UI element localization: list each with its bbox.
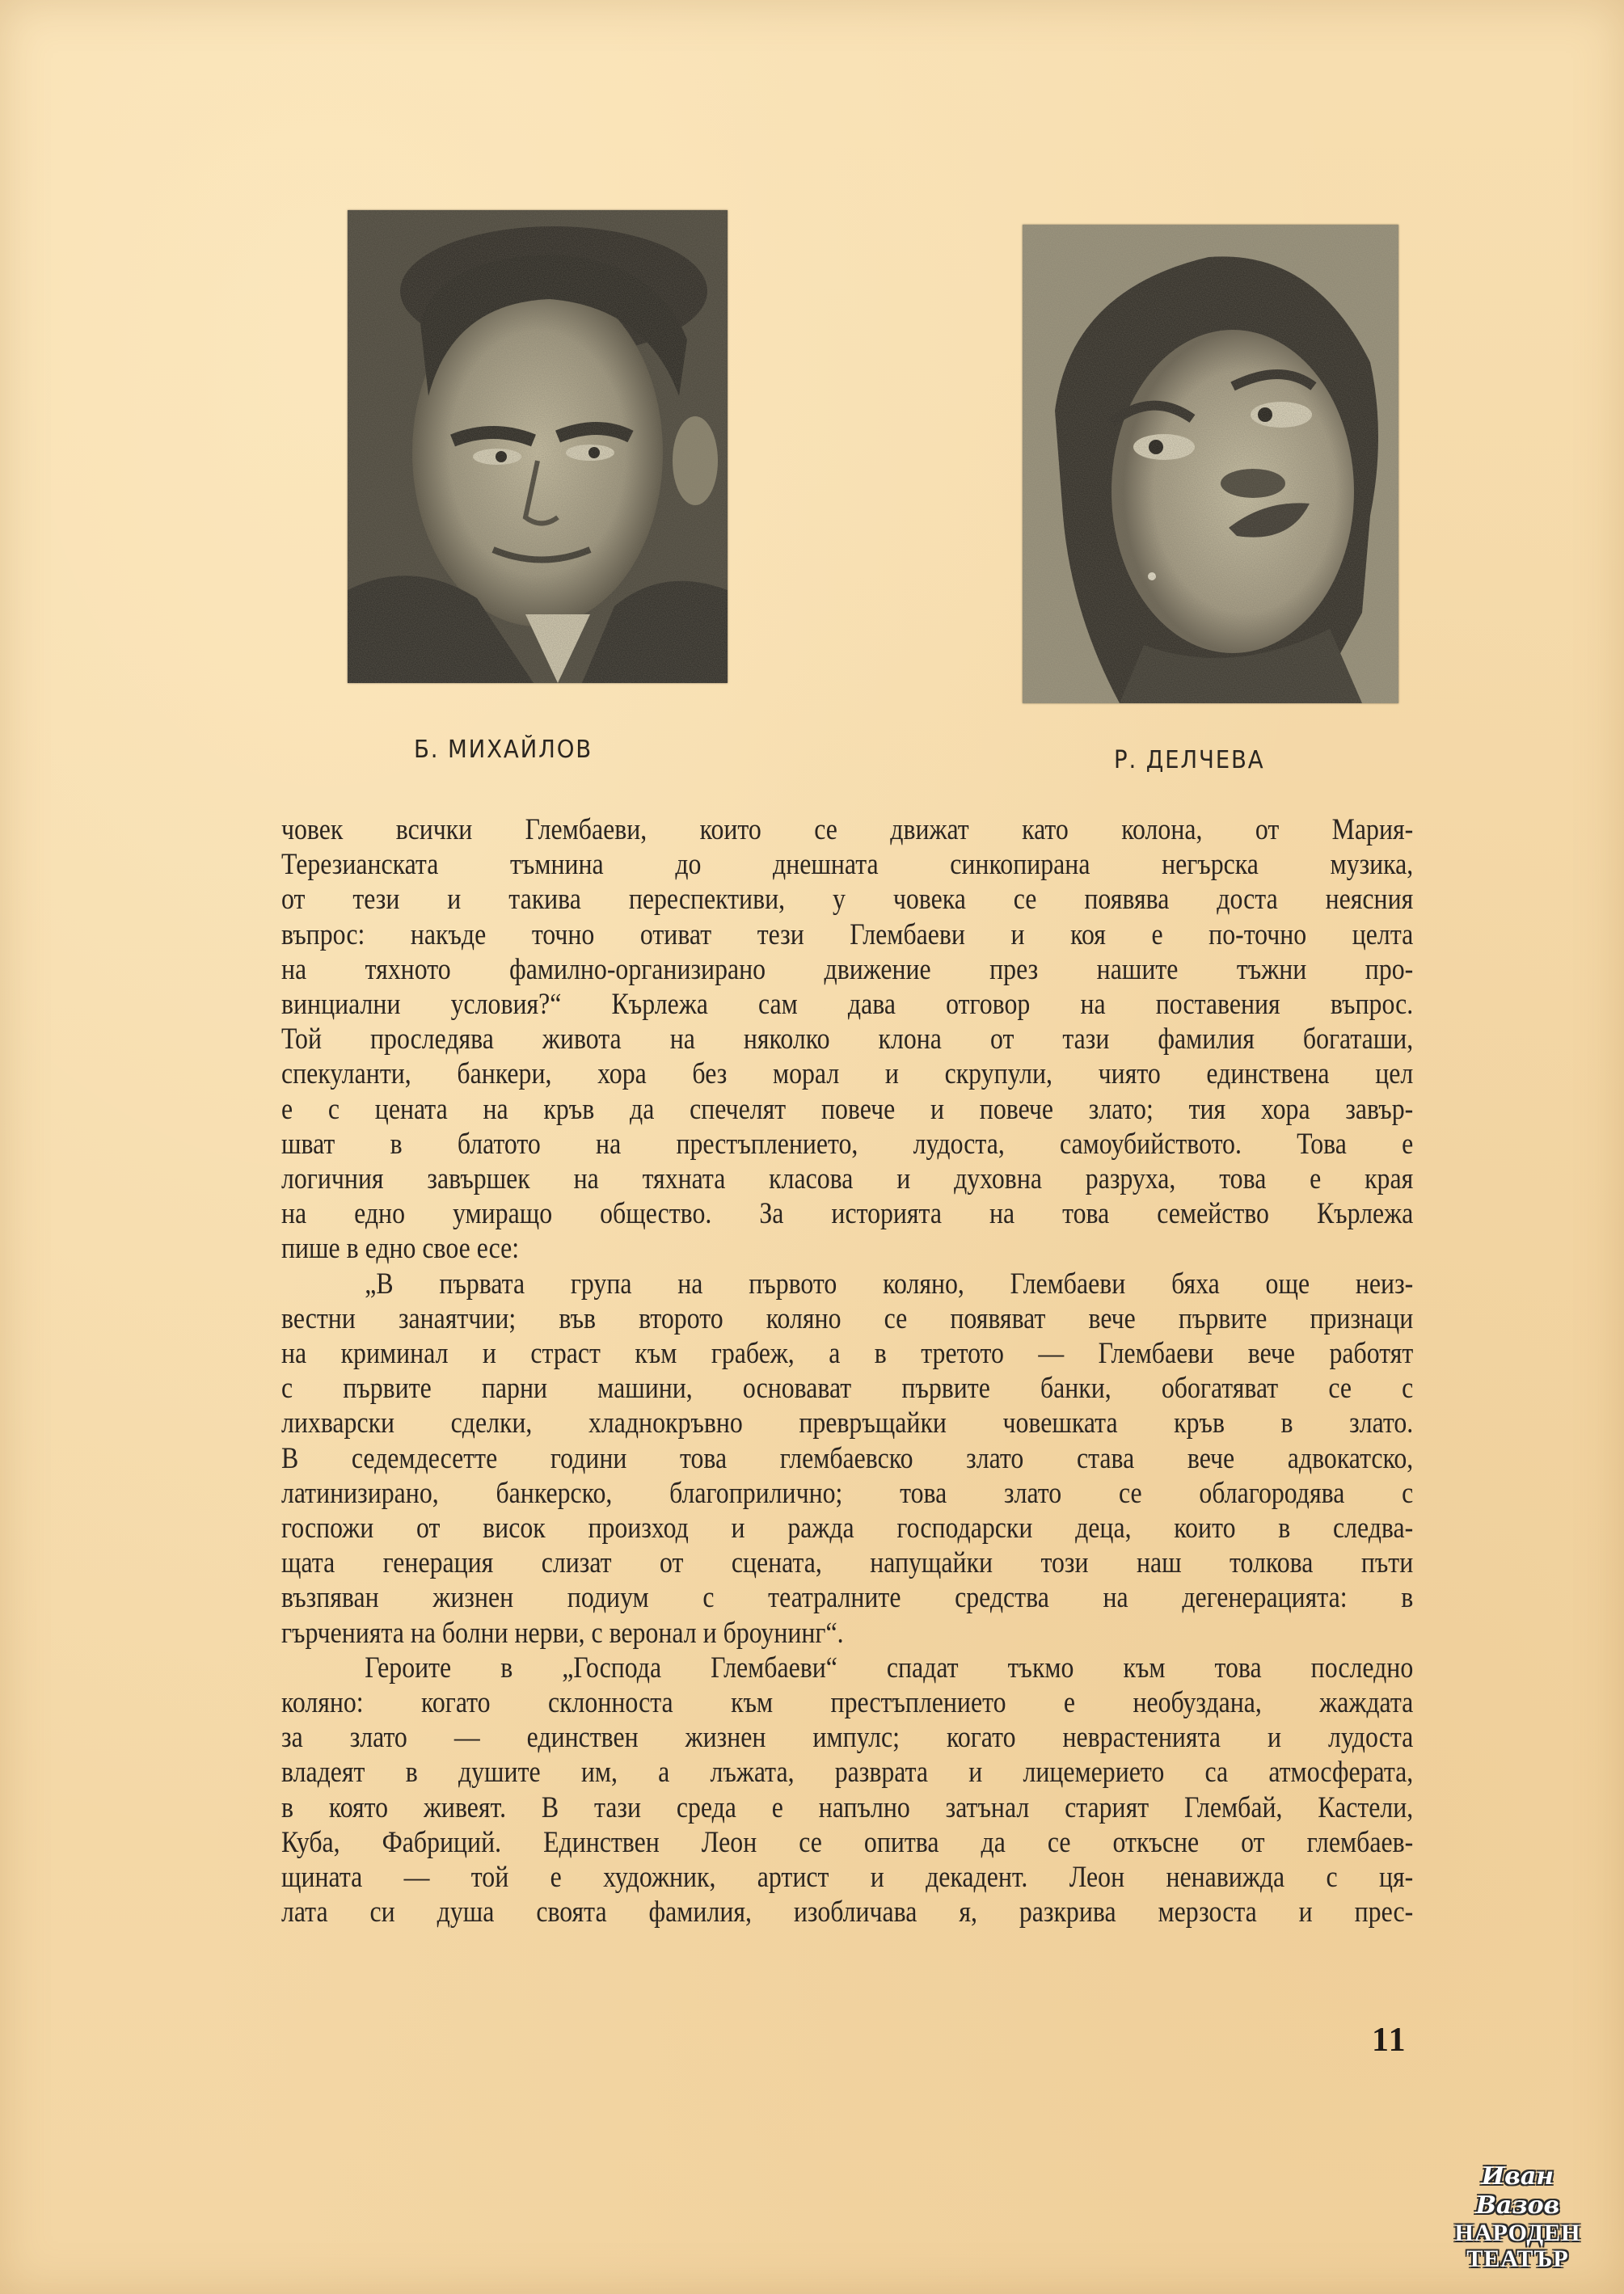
text-line: е с цената на кръв да спечелят повече и повече злато; тия хора завър-: [281, 1092, 1414, 1126]
quote-line: гърченията на болни нерви, с веронал и броунинг“.: [281, 1616, 844, 1650]
quote-line: вестни занаятчии; във второто коляно се появяват вече първите признаци: [281, 1301, 1414, 1335]
quote-line: „В първата група на първото коляно, Глембаеви бяха още неиз-: [365, 1267, 1414, 1301]
quote-line: щата генерация слизат от сцената, напущайки този наш толкова пъти: [281, 1546, 1414, 1580]
text-line: Той проследява живота на няколко клона от тази фамилия богаташи,: [281, 1023, 1414, 1056]
text-line: коляно: когато склонноста към престъплението е необуздана, жаждата: [281, 1686, 1414, 1720]
portrait-image-male: [348, 210, 728, 683]
photo-caption: Б. МИХАЙЛОВ: [414, 736, 593, 764]
text-line: владеят в душите им, а лъжата, разврата и лицемерието са атмосферата,: [281, 1756, 1414, 1790]
text-line: спекуланти, банкери, хора без морал и скрупули, чиято единствена цел: [281, 1057, 1414, 1091]
portrait-photo-mihaylov: [348, 210, 728, 683]
logo-line-1: НАРОДЕН: [1454, 2220, 1581, 2246]
text-line: въпрос: накъде точно отиват тези Глембаеви и коя е по-точно целта: [281, 917, 1414, 951]
national-theatre-logo: [1447, 2162, 1588, 2272]
text-line: на тяхното фамилно-организирано движение през нашите тъжни про-: [281, 952, 1414, 986]
quote-line: възпяван жизнен подиум с театралните средства на дегенерацията: в: [281, 1581, 1414, 1615]
logo-signature: Иван Вазов: [1475, 2162, 1560, 2220]
page-number: 11: [1372, 2022, 1407, 2059]
text-line: лата си душа своята фамилия, изобличава я, разкрива мерзоста и прес-: [281, 1896, 1414, 1929]
quote-line: латинизирано, банкерско, благоприлично; това злато се облагородява с: [281, 1476, 1414, 1510]
text-line: от тези и такива переспективи, у човека се появява доста неясния: [281, 883, 1414, 917]
text-line: логичния завършек на тяхната класова и духовна разруха, това е края: [281, 1162, 1414, 1196]
text-line: шват в блатото на престъплението, лудоста, самоубийството. Това е: [281, 1127, 1414, 1161]
quote-line: с първите парни машини, основават първите банки, обогатяват се с: [281, 1372, 1414, 1406]
logo-line-2: ТЕАТЪР: [1466, 2246, 1569, 2272]
photo-caption: Р. ДЕЛЧЕВА: [1114, 746, 1265, 774]
article-body: [281, 812, 1413, 1930]
portrait-photo-delcheva: [1023, 225, 1398, 703]
quote-line: госпожи от висок произход и ражда господарски деца, които в следва-: [281, 1512, 1414, 1545]
text-line: за злато — единствен жизнен импулс; когато неврастенията и лудоста: [281, 1721, 1414, 1755]
text-line: Терезианската тъмнина до днешната синкопирана негърска музика,: [281, 848, 1414, 882]
text-line: пише в едно свое есе:: [281, 1232, 520, 1266]
text-line: Героите в „Господа Глембаеви“ спадат тъкмо към това последно: [365, 1651, 1414, 1685]
text-line: винциални условия?“ Кърлежа сам дава отговор на поставения въпрос.: [281, 988, 1414, 1022]
quote-line: на криминал и страст към грабеж, а в третото — Глембаеви вече работят: [281, 1337, 1414, 1371]
quote-line: лихварски сделки, хладнокръвно превръщайки човешката кръв в злато.: [281, 1406, 1414, 1440]
text-line: човек всички Глембаеви, които се движат като колона, от Мария-: [281, 813, 1414, 846]
text-line: на едно умиращо общество. За историята на това семейство Кърлежа: [281, 1197, 1414, 1231]
quote-line: В седемдесетте години това глембаевско злато става вече адвокатско,: [281, 1441, 1414, 1475]
text-line: щината — той е художник, артист и декадент. Леон ненавижда с ця-: [281, 1861, 1414, 1895]
portrait-image-female: [1023, 225, 1398, 703]
text-line: в която живеят. В тази среда е напълно затънал старият Глембай, Кастели,: [281, 1790, 1414, 1824]
text-line: Куба, Фабриций. Единствен Леон се опитва да се откъсне от глембаев-: [281, 1825, 1414, 1859]
